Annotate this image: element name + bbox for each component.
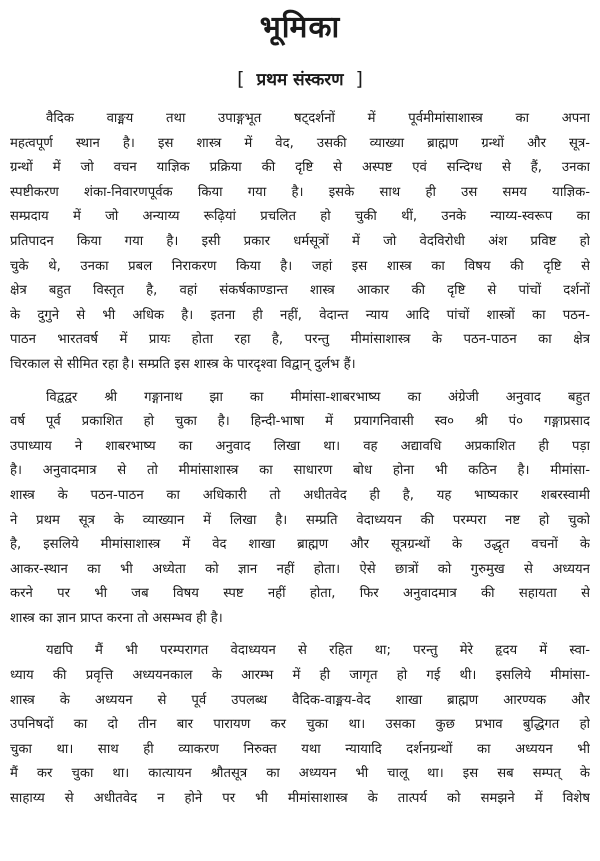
text-line: करने पर भी जब विषय स्पष्ट नहीं होता, फिर अनुवादमात्र की सहायता से xyxy=(10,586,590,602)
text-line: ने प्रथम सूत्र के व्याख्यान में लिखा है। सम्प्रति वेदाध्ययन की परम्परा नष्ट हो चुको xyxy=(10,512,590,528)
edition-heading xyxy=(10,66,590,93)
page-title: भूमिका xyxy=(259,10,341,45)
text-line: ध्याय की प्रवृत्ति अध्ययनकाल के आरम्भ में ही जागृत हो गई थी। इसलिये मीमांसा- xyxy=(10,668,590,684)
text-line: शास्त्र के पठन-पाठन का अधिकारी तो अधीतवेद ही है, यह भाष्यकार शबरस्वामी xyxy=(10,487,590,503)
body-text xyxy=(10,107,590,812)
paragraph xyxy=(10,639,590,811)
text-line: क्षेत्र बहुत विस्तृत है, वहां संकर्षकाण्डान्त शास्त्र आकार की दृष्टि से पांचों दर्शनों xyxy=(10,283,590,299)
text-line: प्रतिपादन किया गया है। इसी प्रकार धर्मसूत्रों में जो वेदविरोधी अंश प्रविष्ट हो xyxy=(10,233,590,249)
text-line: उपाध्याय ने शाबरभाष्य का अनुवाद लिखा था। वह अद्यावधि अप्रकाशित ही पड़ा xyxy=(10,438,590,454)
text-line: मैं कर चुका था। कात्यायन श्रौतसूत्र का अध्ययन भी चालू था। इस सब सम्पत् के xyxy=(10,766,590,782)
text-line: स्पष्टीकरण शंका-निवारणपूर्वक किया गया है। इसके साथ ही उस समय याज्ञिक- xyxy=(10,184,590,200)
text-line: शास्त्र का ज्ञान प्राप्त करना तो असम्भव ही है। xyxy=(10,610,223,626)
text-line: विद्वद्वर श्री गङ्गानाथ झा का मीमांसा-शाबरभाष्य का अंग्रेजी अनुवाद बहुत xyxy=(46,389,590,405)
paragraph xyxy=(10,107,590,378)
text-line: साहाय्य से अधीतवेद न होने पर भी मीमांसाशास्त्र के तात्पर्य को समझने में विशेष xyxy=(10,791,590,807)
text-line: वैदिक वाङ्मय तथा उपाङ्गभूत षट्दर्शनों में पूर्वमीमांसाशास्त्र का अपना xyxy=(46,111,590,126)
text-line: चुका था। साथ ही व्याकरण निरुक्त यथा न्यायादि दर्शनग्रन्थों का अध्ययन भी xyxy=(10,741,590,757)
text-line: चुके थे, उनका प्रबल निराकरण किया है। जहां इस शास्त्र का विषय की दृष्टि से xyxy=(10,258,590,274)
text-line: चिरकाल से सीमित रहा है। सम्प्रति इस शास्त्र के पारदृश्वा विद्वान् दुर्लभ हैं। xyxy=(10,356,356,372)
text-line: महत्वपूर्ण स्थान है। इस शास्त्र में वेद, उसकी व्याख्या ब्राह्मण ग्रन्थों और सूत्र- xyxy=(10,135,590,151)
text-line: के दुगुने से भी अधिक है। इतना ही नहीं, वेदान्त न्याय आदि पांचों शास्त्रों का पठन- xyxy=(10,307,590,323)
paragraph xyxy=(10,386,590,632)
text-line: सम्प्रदाय में जो अन्याय्य रूढ़ियां प्रचलित हो चुकी थीं, उनके न्याय्य-स्वरूप का xyxy=(10,209,590,225)
text-line: वर्ष पूर्व प्रकाशित हो चुका है। हिन्दी-भाषा में प्रयागनिवासी स्व० श्री पं० गङ्गाप्रसाद xyxy=(10,414,590,430)
open-bracket: [ xyxy=(237,68,245,90)
text-line: यद्यपि मैं भी परम्परागत वेदाध्ययन से रहित था; परन्तु मेरे हृदय में स्वा- xyxy=(46,643,590,659)
text-line: है। अनुवादमात्र से तो मीमांसाशास्त्र का साधारण बोध होना भी कठिन है। मीमांसा- xyxy=(10,463,590,479)
text-line: उपनिषदों का दो तीन बार पारायण कर चुका था। उसका कुछ प्रभाव बुद्धिगत हो xyxy=(10,717,590,733)
text-line: पाठन भारतवर्ष में प्रायः होता रहा है, परन्तु मीमांसाशास्त्र के पठन-पाठन का क्षेत्र xyxy=(10,332,590,348)
text-line: है, इसलिये मीमांसाशास्त्र में वेद शाखा ब्राह्मण और सूत्रग्रन्थों के उद्धृत वचनों के xyxy=(10,537,590,553)
text-line: आकर-स्थान का भी अध्येता को ज्ञान नहीं होता। ऐसे छात्रों को गुरुमुख से अध्ययन xyxy=(10,561,590,577)
text-line: शास्त्र के अध्ययन से पूर्व उपलब्ध वैदिक-वाङ्मय-वेद शाखा ब्राह्मण आरण्यक और xyxy=(10,692,590,708)
text-line: ग्रन्थों में जो वचन याज्ञिक प्रक्रिया की दृष्टि से अस्पष्ट एवं सन्दिग्ध से हैं, उनका xyxy=(10,160,590,176)
edition-label: प्रथम संस्करण xyxy=(256,70,344,90)
close-bracket: ] xyxy=(355,68,363,90)
